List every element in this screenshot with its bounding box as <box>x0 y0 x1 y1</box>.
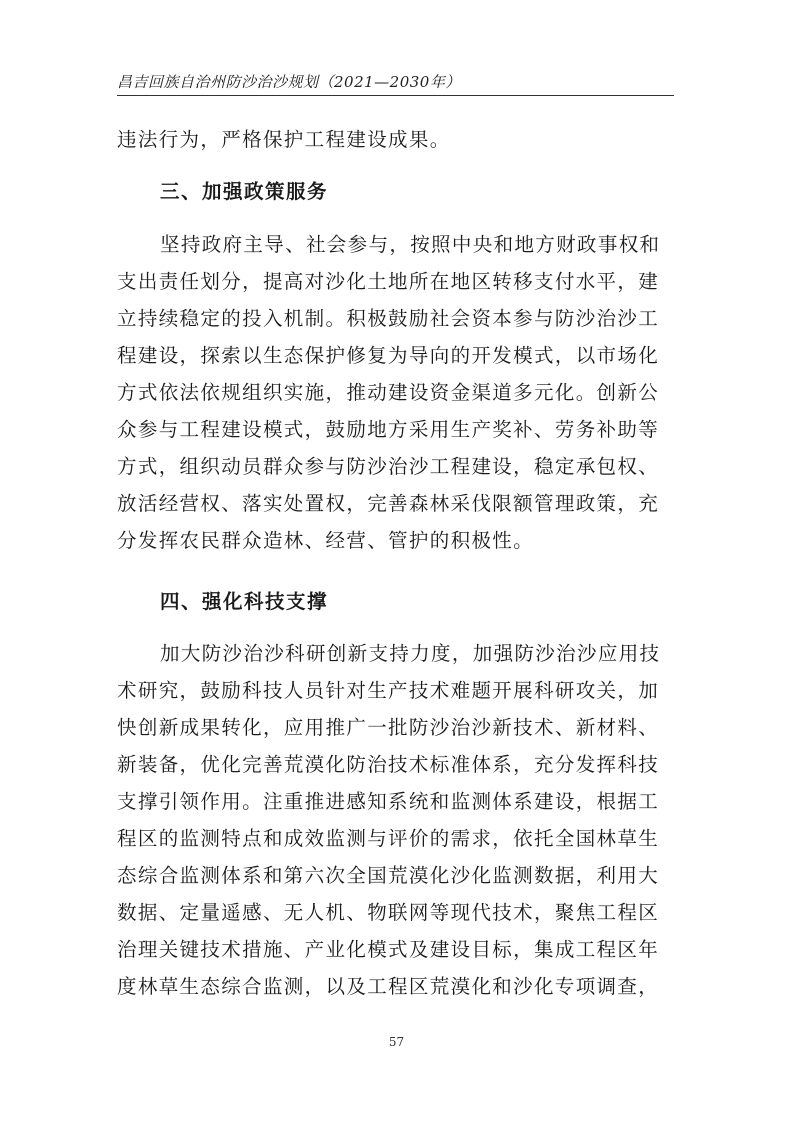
section-heading-3: 三、加强政策服务 <box>160 180 329 203</box>
paragraph-line: 程建设，探索以生态保护修复为导向的开发模式，以市场化 <box>117 344 660 367</box>
header-rule <box>117 95 674 96</box>
paragraph-line: 方式，组织动员群众参与防沙治沙工程建设，稳定承包权、 <box>117 455 660 478</box>
paragraph-line: 众参与工程建设模式，鼓励地方采用生产奖补、劳务补助等 <box>117 418 660 441</box>
paragraph-line: 方式依法依规组织实施，推动建设资金渠道多元化。创新公 <box>117 381 660 404</box>
paragraph-line: 程区的监测特点和成效监测与评价的需求，依托全国林草生 <box>117 827 660 850</box>
page-number: 57 <box>388 1035 405 1049</box>
running-header: 昌吉回族自治州防沙治沙规划（2021—2030年） <box>117 73 461 91</box>
paragraph-line: 分发挥农民群众造林、经营、管护的积极性。 <box>117 529 535 552</box>
paragraph-line: 支撑引领作用。注重推进感知系统和监测体系建设，根据工 <box>117 790 660 813</box>
section-heading-4: 四、强化科技支撑 <box>160 590 329 613</box>
paragraph-line: 术研究，鼓励科技人员针对生产技术难题开展科研攻关，加 <box>117 679 660 702</box>
paragraph-line: 治理关键技术措施、产业化模式及建设目标，集成工程区年 <box>117 938 660 961</box>
paragraph-line: 坚持政府主导、社会参与，按照中央和地方财政事权和 <box>160 233 661 256</box>
paragraph-line: 数据、定量遥感、无人机、物联网等现代技术，聚焦工程区 <box>117 901 660 924</box>
paragraph-line: 违法行为，严格保护工程建设成果。 <box>117 128 451 151</box>
paragraph-line: 新装备，优化完善荒漠化防治技术标准体系，充分发挥科技 <box>117 753 660 776</box>
paragraph-line: 态综合监测体系和第六次全国荒漠化沙化监测数据，利用大 <box>117 864 660 887</box>
paragraph-line: 度林草生态综合监测，以及工程区荒漠化和沙化专项调查， <box>117 975 660 998</box>
paragraph-line: 快创新成果转化，应用推广一批防沙治沙新技术、新材料、 <box>117 716 660 739</box>
paragraph-line: 立持续稳定的投入机制。积极鼓励社会资本参与防沙治沙工 <box>117 307 660 330</box>
paragraph-line: 支出责任划分，提高对沙化土地所在地区转移支付水平，建 <box>117 270 660 293</box>
paragraph-line: 加大防沙治沙科研创新支持力度，加强防沙治沙应用技 <box>160 642 661 665</box>
paragraph-line: 放活经营权、落实处置权，完善森林采伐限额管理政策，充 <box>117 492 660 515</box>
